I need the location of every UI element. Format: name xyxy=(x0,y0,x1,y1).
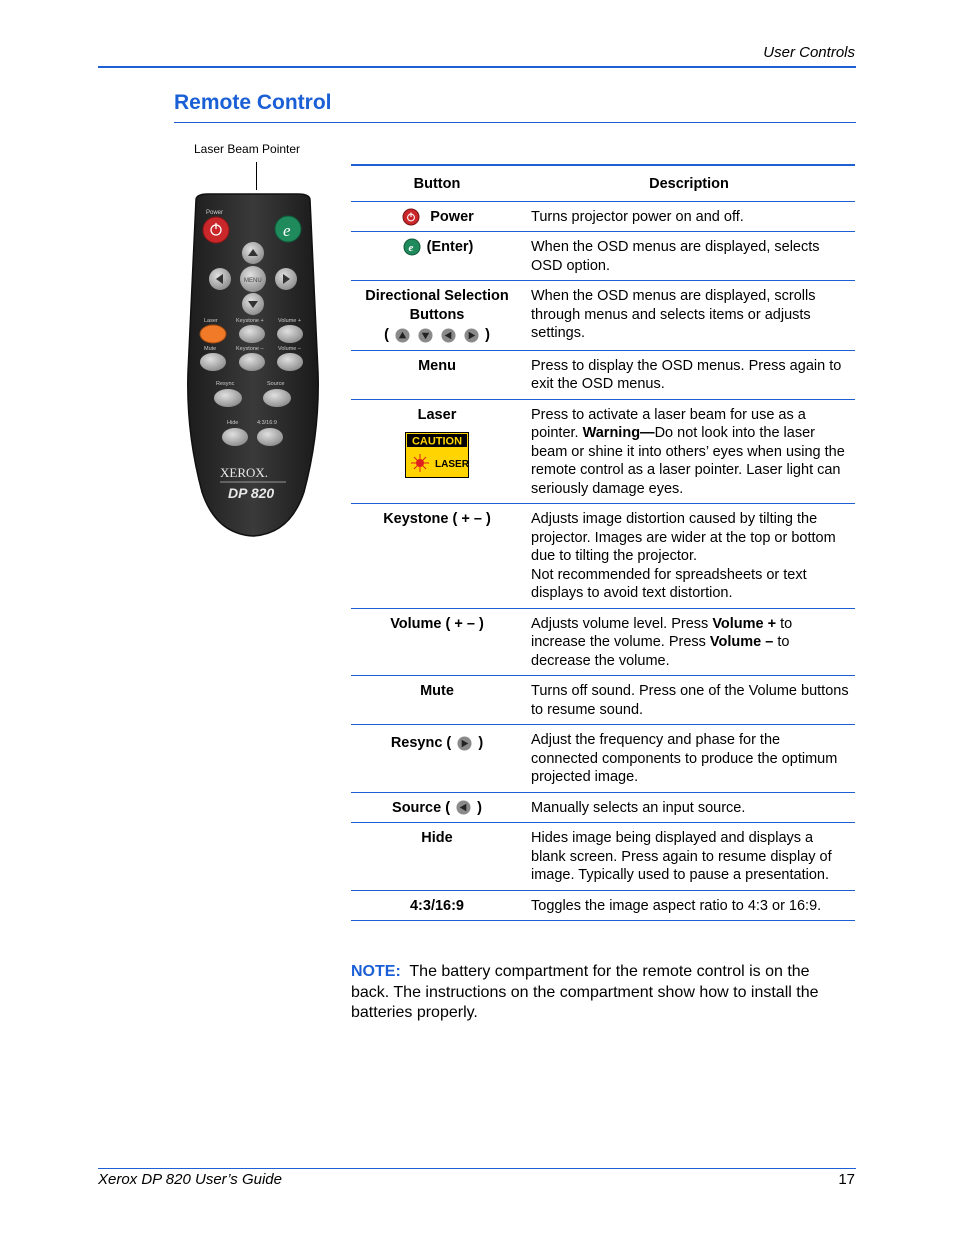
column-header-description: Description xyxy=(649,176,729,192)
laser-beam-pointer-callout: Laser Beam Pointer xyxy=(194,142,301,156)
page-number: 17 xyxy=(838,1171,855,1188)
remote-resync-label: Resync xyxy=(216,381,235,387)
enter-icon xyxy=(403,238,421,256)
button-cell: Mute xyxy=(420,683,454,699)
caution-label: CAUTION xyxy=(411,435,463,448)
remote-aspect-label: 4:3/16:9 xyxy=(257,420,277,426)
table-row xyxy=(351,350,855,399)
arrow-left-icon xyxy=(441,328,456,343)
remote-mute-button xyxy=(200,353,226,371)
remote-enter-button xyxy=(275,216,301,242)
remote-volume-up-label: Volume + xyxy=(278,318,302,324)
button-cell: Source ( ) xyxy=(392,799,482,816)
note-label: NOTE: xyxy=(351,963,401,980)
svg-text:e: e xyxy=(283,221,291,240)
remote-keystone-down-label: Keystone – xyxy=(236,346,264,352)
remote-volume-down-label: Volume – xyxy=(278,346,301,352)
remote-power-label: Power xyxy=(206,210,224,216)
remote-source-button xyxy=(263,389,291,407)
button-cell: Hide xyxy=(421,830,453,846)
description-cell: Turns projector power on and off. xyxy=(531,208,744,225)
button-cell xyxy=(351,201,523,232)
table-row xyxy=(351,504,855,609)
table-row xyxy=(351,890,855,921)
button-cell: Menu xyxy=(418,357,456,374)
remote-keystone-up-button xyxy=(239,325,265,343)
remote-source-label: Source xyxy=(267,381,285,387)
description-cell: Turns off sound. Press one of the Volume buttons to resume sound. xyxy=(531,683,849,718)
table-header-row xyxy=(351,165,855,201)
description-cell: Press to display the OSD menus. Press again to exit the OSD menus. xyxy=(531,357,842,392)
remote-mute-label: Mute xyxy=(204,346,217,352)
description-cell: Adjust the frequency and phase for the connected components to produce the optimum projected image. xyxy=(531,732,838,785)
table-row xyxy=(351,232,855,281)
remote-hide-label: Hide xyxy=(227,420,239,426)
footer-rule xyxy=(98,1168,856,1169)
button-cell xyxy=(351,232,523,281)
table-row xyxy=(351,725,855,793)
table-row xyxy=(351,399,855,504)
button-cell xyxy=(351,399,523,504)
remote-keystone-up-label: Keystone + xyxy=(236,318,264,324)
description-cell: When the OSD menus are displayed, scrolls through menus and selects items or adjusts settings. xyxy=(531,288,816,341)
paren-open: ( xyxy=(384,327,389,343)
button-cell: 4:3/16:9 xyxy=(409,897,464,914)
svg-text:e: e xyxy=(408,242,413,255)
column-header-button: Button xyxy=(413,176,461,192)
arrow-right-icon xyxy=(457,736,472,751)
description-cell: Adjusts volume level. Press Volume + to increase the volume. Press Volume – to decrease the volume. xyxy=(531,615,793,669)
description-cell: Manually selects an input source. xyxy=(531,799,746,816)
table-row xyxy=(351,792,855,823)
button-name: (Enter) xyxy=(426,239,474,255)
arrow-up-icon xyxy=(395,328,410,343)
arrow-left-icon xyxy=(456,800,471,815)
remote-model: DP 820 xyxy=(228,485,275,501)
table-row xyxy=(351,676,855,725)
remote-buttons-table xyxy=(351,164,855,921)
power-icon xyxy=(402,208,420,226)
button-cell xyxy=(351,281,523,351)
paren-close: ) xyxy=(485,327,490,343)
button-cell: Keystone ( + – ) xyxy=(383,511,491,527)
button-name: Directional Selection Buttons xyxy=(365,288,509,323)
remote-volume-down-button xyxy=(277,353,303,371)
title-rule xyxy=(174,122,856,123)
table-row xyxy=(351,281,855,351)
remote-brand: XEROX. xyxy=(220,465,269,480)
running-header: User Controls xyxy=(763,44,855,61)
table-row xyxy=(351,823,855,891)
description-cell: Toggles the image aspect ratio to 4:3 or 16:9. xyxy=(531,897,822,914)
footer-guide-title: Xerox DP 820 User’s Guide xyxy=(98,1171,282,1188)
note-text: The battery compartment for the remote control is on the back. The instructions on the compartment show how to install the batteries properly. xyxy=(351,963,819,1021)
remote-volume-up-button xyxy=(277,325,303,343)
button-name: Laser xyxy=(417,406,457,423)
remote-laser-button xyxy=(200,325,226,343)
table-row xyxy=(351,201,855,232)
button-name: Power xyxy=(430,208,474,225)
battery-note xyxy=(351,962,831,1024)
description-cell: Hides image being displayed and displays a blank screen. Press again to resume display of image. Typically used to pause a presentation. xyxy=(531,830,832,883)
description-cell: Adjusts image distortion caused by tilting the projector. Images are wider at the top or bottom due to tilting the projector. Not recommended for spreadsheets or text displays to avoid text distortion. xyxy=(531,511,836,601)
callout-leader-line xyxy=(256,162,257,190)
remote-menu-label: MENU xyxy=(244,278,262,284)
arrow-down-icon xyxy=(418,328,433,343)
remote-resync-button xyxy=(214,389,242,407)
description-cell: When the OSD menus are displayed, selects OSD option. xyxy=(531,239,820,274)
remote-hide-button xyxy=(222,428,248,446)
remote-laser-label: Laser xyxy=(204,318,218,324)
warning-label: Warning— xyxy=(582,425,655,441)
arrow-right-icon xyxy=(464,328,479,343)
caution-laser-icon xyxy=(405,432,469,478)
button-cell: Volume ( + – ) xyxy=(390,615,484,632)
remote-power-button xyxy=(203,217,229,243)
description-cell: Press to activate a laser beam for use as a pointer. Warning—Do not look into the laser beam or shine it into others’ eyes when using the remote control as a laser pointer. Laser light can seriously damage eyes. xyxy=(531,406,845,497)
button-cell: Resync ( ) xyxy=(390,735,484,751)
header-rule xyxy=(98,66,856,68)
remote-aspect-button xyxy=(257,428,283,446)
page-title: Remote Control xyxy=(174,91,332,114)
remote-control-illustration xyxy=(186,192,320,538)
caution-sub-label: LASER xyxy=(435,459,469,470)
remote-keystone-down-button xyxy=(239,353,265,371)
table-row xyxy=(351,608,855,676)
